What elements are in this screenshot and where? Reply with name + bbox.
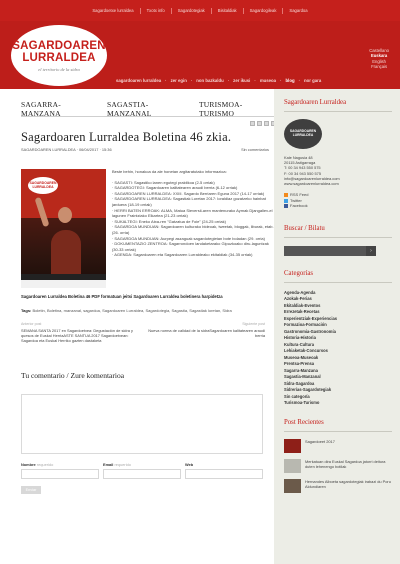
next-post-link[interactable] <box>147 322 265 343</box>
post-body <box>21 169 274 288</box>
sidebar-logo: SAGARDOAREN LURRALDEA <box>284 119 322 149</box>
category-link[interactable]: Errezetak-Recetas <box>284 309 320 315</box>
web-input[interactable] <box>185 469 263 479</box>
topnav-link[interactable]: Bisitaldiak <box>212 8 244 14</box>
category-link[interactable]: Esperientziak-Experiencias <box>284 315 338 321</box>
logo-line-2: LURRALDEA <box>22 51 96 64</box>
previous-post-link[interactable] <box>21 322 139 343</box>
tags-list[interactable]: Boletin, Boletina, manzanal, sagardoa, Sagardoaren Lurraldea, Sagardotegia, Sagastia, Sagastiak loretan, Sidra <box>32 307 232 313</box>
rss-icon <box>284 193 288 197</box>
email-input[interactable] <box>103 469 181 479</box>
site-logo[interactable] <box>11 25 107 86</box>
prev-title: SEMANA SANTA 2017 en Sagardoetxea: Degustación de sidra y quesos de Euskal HerriaASTE SANTUA 2017 Sagardoetxean: Sagardoa eta Euskal Herriko gazten dastaketa <box>21 327 133 343</box>
topnav-link[interactable]: Sagardoa <box>289 7 308 13</box>
cover-logo: SAGARDOAREN LURRALDEA <box>28 177 58 194</box>
search-form <box>284 246 392 256</box>
next-title: Nueva norma de calidad de la sidraSagardoaren kalitatearen araudi berria <box>148 327 265 338</box>
required-label: requerido <box>36 462 54 468</box>
website-link[interactable]: www.sagardoarenlurraldea.com <box>284 181 339 187</box>
category-link[interactable]: Museoa-Museoak <box>284 354 319 360</box>
list-item: · SAGARDOAREN LURRALDEA: Sagastiak Loretan 2017: loraldiaz gozatzeko hainbat jarduera (18-19 orriak) <box>111 196 266 208</box>
contents-list <box>112 180 274 258</box>
share-icon[interactable] <box>257 121 262 126</box>
share-buttons <box>21 121 276 126</box>
post-text <box>106 169 274 288</box>
share-icon[interactable] <box>264 121 269 126</box>
comment-textarea[interactable] <box>21 394 263 454</box>
category-link[interactable]: Sagastia-Manzanal <box>284 374 321 380</box>
recent-post[interactable]: Merkatuan dira Euskal Sagardoa jatorri deitura duten lehenengo botilak <box>284 459 392 473</box>
recent-post-thumbnail <box>284 459 301 473</box>
share-icon[interactable] <box>250 121 255 126</box>
list-item: · SAGARDOA MUNDUAN: Aurpegi aszaguak sagardotegietan bote boladan (29. orria) <box>111 235 265 241</box>
list-item: · SAGARDOTEGI: Sagardoaren kalitatearen araudi berria (6-12 orriak) <box>111 185 238 191</box>
mainnav-item[interactable]: zer ikusi <box>233 78 251 83</box>
logo-tagline: el territorio de la sidra <box>38 66 80 72</box>
category-list <box>284 290 392 407</box>
name-label: Nombre <box>21 462 36 468</box>
category-link[interactable]: Azokak-Ferias <box>284 296 312 302</box>
next-label: Siguiente post <box>242 322 265 327</box>
topnav-link[interactable]: Txotx info <box>141 8 172 14</box>
web-label: Web <box>185 462 194 468</box>
category-link[interactable]: Prentsa-Prensa <box>284 361 315 367</box>
lang-option[interactable]: Français <box>371 63 388 69</box>
facebook-icon <box>284 204 288 208</box>
topnav-link[interactable]: Sagardoetxe lurraldea <box>86 8 140 14</box>
main-content <box>0 89 274 564</box>
category-link[interactable]: Agenda-Agenda <box>284 289 316 295</box>
post-title: Sagardoaren Lurraldea Boletina 46 zkia. <box>21 130 232 144</box>
category-link[interactable]: Sidrerías-Sagardotegiak <box>284 387 332 393</box>
contact-address: Kale Nagusia 48 20115 Astigarraga T: 00 34 943 550 575 F: 00 34 943 550 575 info@sagardoarenlurraldea.com www.sagardoarenlurraldea.com <box>284 155 392 186</box>
post-tags <box>21 308 265 314</box>
post-intro: Beste behin, honakoa da ale honetan argitaratutako informazioa: <box>111 169 227 174</box>
post-navigation <box>21 322 265 343</box>
twitter-link[interactable]: Twitter <box>284 198 392 204</box>
category-tab[interactable]: SAGASTIA-MANZANAL <box>107 100 152 118</box>
pdf-download-link[interactable]: Sagardoaren Lurraldea Boletina 46 PDF formatuan jeitsi Sagardoaren Lurraldea boletinera harpidetza <box>21 294 223 299</box>
mainnav-item-active[interactable]: blog <box>285 78 295 83</box>
category-link[interactable]: Ekitaldiak-Eventos <box>284 302 321 308</box>
recent-post-thumbnail <box>284 439 301 453</box>
post-meta <box>21 147 269 152</box>
list-item: · HERRI BATEN ERROAK: ALMA, Matua Sieversii-aren mantenurako Aymak Djangaliev-el lagunen Fraintziako Elkartea (21-23 orriak) <box>111 207 273 219</box>
mainnav-item[interactable]: sagardoaren lurraldea <box>116 78 162 83</box>
logo-line-1: SAGARDOAREN <box>12 39 106 52</box>
mainnav-item[interactable]: zer egin <box>170 78 187 83</box>
main-navigation: sagardoaren lurraldea · zer egin · non bazkaldu · zer ikusi · museoa · blog · nor gara <box>116 78 322 83</box>
topnav-link[interactable]: Sagardogileak <box>244 8 284 14</box>
email-label: Email <box>103 462 114 468</box>
mainnav-item[interactable]: museoa <box>259 78 277 83</box>
lang-option[interactable]: English <box>372 58 386 64</box>
category-menu <box>21 100 274 118</box>
twitter-icon <box>284 199 288 203</box>
category-link[interactable]: Turismoa-Turismo <box>284 400 320 406</box>
post-author-date: SAGARDOAREN LURRALDEA · 06/04/2017 · 15:36 <box>21 147 112 152</box>
list-item: · SAGARDOAREN LURRALDEA: XXIII. Sagardo Berriaren Eguna 2017 (14-17 orriak) <box>111 190 265 196</box>
sidebar-heading: Sagardoaren Lurraldea <box>284 99 347 106</box>
facebook-link[interactable]: Facebook <box>284 203 392 209</box>
category-link[interactable]: Historia-Historia <box>284 335 316 341</box>
language-switcher <box>369 48 389 69</box>
comment-fields <box>21 462 263 479</box>
submit-comment-button[interactable]: Enviar <box>21 486 41 494</box>
category-tab[interactable]: TURISMOA-TURISMO <box>198 100 243 118</box>
recent-posts-heading: Post Recientes <box>284 418 324 426</box>
email-link[interactable]: info@sagardoarenlurraldea.com <box>284 175 340 181</box>
recent-post[interactable]: Sagardoeet 2017 <box>284 439 392 453</box>
top-navigation <box>0 0 400 21</box>
social-links <box>284 192 392 209</box>
recent-post-thumbnail <box>284 479 301 493</box>
list-item: · SAGARDOA MUNDUAN: Sagardoaren kulturako bideoak, tweetak, bloggak, liburak, etab. (26. orria) <box>111 224 274 236</box>
bulletin-cover-image[interactable] <box>21 169 106 288</box>
sidebar <box>274 89 400 564</box>
list-item: · SAGASTI: Sagastiko lanen egutegi praktikoa (2-5 orriak) <box>111 179 215 185</box>
category-link[interactable]: Gastronomia-Gastronomía <box>284 328 336 334</box>
category-link[interactable]: Formazioa-Formación <box>284 322 327 328</box>
category-link[interactable]: Sidra-Sagardoa <box>284 380 315 386</box>
category-link[interactable]: Kultura-Cultura <box>284 341 315 347</box>
comment-heading: Tu comentario / Zure komentarioa <box>21 371 125 381</box>
lang-option[interactable]: Castellano <box>369 48 389 53</box>
category-link[interactable]: Lehiaketak-Concursos <box>284 348 328 354</box>
search-button[interactable]: › <box>366 246 376 256</box>
tags-label: Tags: <box>21 307 32 313</box>
name-input[interactable] <box>21 469 99 479</box>
lang-option-active[interactable]: Euskara <box>370 53 388 59</box>
mainnav-item[interactable]: non bazkaldu <box>196 78 224 83</box>
rss-link[interactable]: RSS Feed <box>284 192 392 198</box>
category-tab[interactable]: SAGARRA-MANZANA <box>21 100 61 118</box>
topnav-link[interactable]: Sagardotegiak <box>172 8 212 14</box>
list-item: · DOKUMENTAZIO ZENTROA: Sagarrondoen landaketarako Gipuzkoako diru-laguntzak (30-33 orriak) <box>111 241 269 252</box>
list-item: · AGENDA: Sagardoaren eta Sagardoaren Lurraldeako ekitaldiak (34-35 orriak) <box>111 252 253 258</box>
search-input[interactable] <box>284 246 366 256</box>
prev-label: Anterior post <box>21 322 42 327</box>
site-header <box>0 21 400 89</box>
search-heading: Buscar / Bilatu <box>284 224 325 232</box>
categories-heading: Categorías <box>284 269 314 277</box>
mainnav-item[interactable]: nor gara <box>304 78 322 83</box>
category-link[interactable]: Sagarra-Manzana <box>284 367 318 373</box>
required-label: requerido <box>114 462 131 468</box>
list-item: · SUKALTEGI: Eneko Atxa-ren "Gatzatua de Foie" (24-25 orriak) <box>111 218 226 224</box>
comments-count-link[interactable]: Sin comentarios <box>241 147 269 152</box>
recent-post[interactable]: Hernandes Alboeta sagardotegiak irabazi du Poru Aldundiaren <box>284 479 392 493</box>
category-link[interactable]: Sin categoría <box>284 393 310 399</box>
